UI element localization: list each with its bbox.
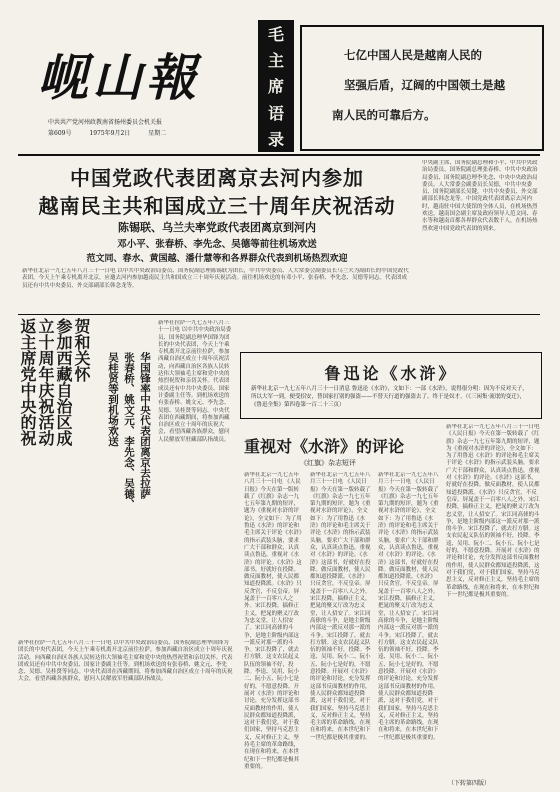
lead-story-body: 新华社北京一九七五年八月三十一日电 以中共中央政治局委员、国务院副总理陈锡联为团长，中共中央委员、人大常委会副委员长乌兰夫为副团长的中国党政代表团，今天上午乘专机离开北京，应邀去河内参加越南民主共和国成立三十周年庆祝活动。前往机场欢送的有邓小平、张春桥、李先念、吴德等同志。代表团成员还有中共中央委员、外交部副部长韩念龙等。 xyxy=(22,268,409,289)
lead-headline-2: 越南民主共和国成立三十周年庆祝活动 xyxy=(38,194,396,218)
issue-number: 第609号 xyxy=(48,130,72,137)
quotation-label-char: 毛 xyxy=(267,24,284,44)
issue-date: 1975年9月2日 xyxy=(89,130,131,137)
continuation-note: （下转第四版） xyxy=(448,780,491,787)
quotation-line: 七亿中国人民是越南人民的 xyxy=(344,48,482,62)
tibet-subheadline-col: 吴桂贤等到机场欢送 xyxy=(107,352,119,447)
publisher-line: 中共共产党河州政教南省扬州委员会机关报 xyxy=(48,119,163,126)
quotation-label-char: 录 xyxy=(267,130,284,150)
commentary-author: 《红旗》杂志短评 xyxy=(300,459,356,467)
section-rule xyxy=(18,314,540,315)
quotation-label-char: 席 xyxy=(267,77,284,97)
commentary-body-col-4: 新华社北京一九七五年八月三十一日电 《人民日报》今天在第一版转载了《红旗》杂志一九七五年第九期的短评，题为《重视对水浒的评论》，全文如下：为了用鲁迅《水浒》的评论和毛主席关于评论《水浒》的指示武装头脑，要求广大干部和群众，认真读点鲁迅，重视对《水浒》的评论。《水浒》这部书，好就好在投降。做反面教材，使人民都知道投降派。《水浒》只反贪官，不反皇帝。屏晁盖于一百零八人之外。宋江投降，搞修正主义，把晁的聚义厅改为忠义堂，让人招安了。宋江同高俅的斗争，是地主阶级内部这一派反对那一派的斗争。宋江投降了，就去打方腊。这支农民起义队伍的领袖不好，投降。李逵、吴用、阮小二、阮小五、阮小七是好的，不愿意投降。开展对《水浒》的评论和讨论，充分发挥这部书反面教材的作用，使人民群众都知道投降派，这对于我们党，对于我们国家，坚持马克思主义，反对修正主义，坚持毛主席的革命路线，在现在和将来，在本世纪和下一世纪都是极其重要的。 xyxy=(446,424,540,598)
lead-headline-1: 中国党政代表团离京去河内参加 xyxy=(70,166,364,190)
commentary-body-col-1: 新华社北京一九七五年八月三十一日电 《人民日报》今天在第一版转载了《红旗》杂志一九七五年第九期的短评，题为《重视对水浒的评论》，全文如下：为了用鲁迅《水浒》的评论和毛主席关于评论《水浒》的指示武装头脑，要求广大干部和群众，认真读点鲁迅，重视对《水浒》的评论。《水浒》这部书，好就好在投降。做反面教材，使人民都知道投降派。《水浒》只反贪官，不反皇帝。屏晁盖于一百零八人之外。宋江投降，搞修正主义，把晁的聚义厅改为忠义堂，让人招安了。宋江同高俅的斗争，是地主阶级内部这一派反对那一派的斗争。宋江投降了，就去打方腊。这支农民起义队伍的领袖不好，投降。李逵、吴用、阮小二、阮小五、阮小七是好的，不愿意投降。开展对《水浒》的评论和讨论，充分发挥这部书反面教材的作用，使人民群众都知道投降派，这对于我们党，对于我们国家，坚持马克思主义，反对修正主义，坚持毛主席的革命路线，在现在和将来，在本世纪和下一世纪都是极其重要的。 xyxy=(244,472,302,770)
commentary-body-col-2: 新华社北京一九七五年八月三十一日电 《人民日报》今天在第一版转载了《红旗》杂志一九七五年第九期的短评，题为《重视对水浒的评论》，全文如下：为了用鲁迅《水浒》的评论和毛主席关于评论《水浒》的指示武装头脑，要求广大干部和群众，认真读点鲁迅，重视对《水浒》的评论。《水浒》这部书，好就好在投降。做反面教材，使人民都知道投降派。《水浒》只反贪官，不反皇帝。屏晁盖于一百零八人之外。宋江投降，搞修正主义，把晁的聚义厅改为忠义堂，让人招安了。宋江同高俅的斗争，是地主阶级内部这一派反对那一派的斗争。宋江投降了，就去打方腊。这支农民起义队伍的领袖不好，投降。李逵、吴用、阮小二、阮小五、阮小七是好的，不愿意投降。开展对《水浒》的评论和讨论，充分发挥这部书反面教材的作用，使人民群众都知道投降派，这对于我们党，对于我们国家，坚持马克思主义，反对修正主义，坚持毛主席的革命路线，在现在和将来，在本世纪和下一世纪都是极其重要的。 xyxy=(310,472,371,741)
luxun-quote-box xyxy=(240,352,542,419)
quotation-line: 坚强后盾，辽阔的中国领土是越 xyxy=(344,78,505,92)
tibet-headline-col: 贺和关怀 xyxy=(72,318,91,382)
commentary-body-col-3: 新华社北京一九七五年八月三十一日电 《人民日报》今天在第一版转载了《红旗》杂志一九七五年第九期的短评，题为《重视对水浒的评论》，全文如下：为了用鲁迅《水浒》的评论和毛主席关于评论《水浒》的指示武装头脑，要求广大干部和群众，认真读点鲁迅，重视对《水浒》的评论。《水浒》这部书，好就好在投降。做反面教材，使人民都知道投降派。《水浒》只反贪官，不反皇帝。屏晁盖于一百零八人之外。宋江投降，搞修正主义，把晁的聚义厅改为忠义堂，让人招安了。宋江同高俅的斗争，是地主阶级内部这一派反对那一派的斗争。宋江投降了，就去打方腊。这支农民起义队伍的领袖不好，投降。李逵、吴用、阮小二、阮小五、阮小七是好的，不愿意投降。开展对《水浒》的评论和讨论，充分发挥这部书反面教材的作用，使人民群众都知道投降派，这对于我们党，对于我们国家，坚持马克思主义，反对修正主义，坚持毛主席的革命路线，在现在和将来，在本世纪和下一世纪都是极其重要的。 xyxy=(378,472,439,741)
issue-weekday: 星期二 xyxy=(148,130,167,137)
tibet-subheadline-col: 张春桥、姚文元、李先念、吴德、 xyxy=(123,352,135,510)
tibet-headline-col: 参加西藏自治区成 xyxy=(54,318,73,446)
luxun-title: 鲁迅论《水浒》 xyxy=(324,364,458,383)
tibet-subheadline-col: 华国锋率中央代表团离京去拉萨 xyxy=(139,352,151,499)
newspaper-title: 岘山報 xyxy=(38,48,200,107)
luxun-text: 新华社北京一九七五年八月三十一日消息 鲁迅论《水浒》，文如下：一部《水浒》，说得很分明：因为不反对天子，所以大军一到，便受招安，替国家打别的强盗——不替天行道的强盗去了。终于是奴才。（《三闲集·流氓的变迁》，《鲁迅全集》第四卷第一百二十三页） xyxy=(251,386,528,408)
right-column-body: 中央副主席、国务院副总理和小平、中共中央政治局委员、国务院副总理张春桥、中共中央政治局委员、国务院副总理李先念、中央中央政治局委员、人大常委会副委员长吴德，中共中央委员、国务院副部长吴键，中共中央委员、外交部副部长韩念龙等。中国党政代表团离京去河内时，越南驻中国大使馆的全体人员，在机场热烈欢送。越南国会副主席及政府领导人范文同、春水等和越南首都各界群众代表数千人，在机场热烈欢迎中国党政代表团的到来。 xyxy=(422,160,538,232)
lead-subheadline-1: 陈锡联、乌兰夫率党政代表团离京到河内 xyxy=(118,221,316,234)
quotation-line: 南人民的可靠后方。 xyxy=(332,108,436,122)
tibet-story-body: 新华社拉萨一九七五年八月三十一日电 以中共中央政治局委员、国务院副总理华国锋为团长的中央代表团，今天上午乘专机离开北京前往拉萨，参加西藏自治区成立十周年庆祝活动，向西藏自治区各族人民转达伟大领袖毛主席和党中央的热烈祝贺和亲切关怀。代表团成员还有中共中央委员、国家计委副主任等。到机场欢送的有张春桥、姚文元、李先念、吴德、吴桂贤等同志。中央代表团在西藏期间，将参加西藏自治区成立十周年的庆祝大会，看望西藏各族群众，慰问人民解放军驻藏部队指战员。 xyxy=(158,320,232,443)
quotation-label-char: 语 xyxy=(267,103,284,123)
tibet-headline-col: 返主席党中央的祝 xyxy=(18,318,37,446)
quotation-label xyxy=(258,20,294,152)
masthead xyxy=(18,22,218,142)
issue-info xyxy=(48,128,182,137)
tibet-headline-col: 立十周年庆祝活动 xyxy=(36,318,55,446)
commentary-title: 重视对《水浒》的评论 xyxy=(244,437,405,456)
tibet-story-body-continued: 新华社拉萨一九七五年八月三十一日电 以中共中央政治局委员、国务院副总理华国锋为团长的中央代表团，今天上午乘专机离开北京前往拉萨，参加西藏自治区成立十周年庆祝活动，向西藏自治区各族人民转达伟大领袖毛主席和党中央的热烈祝贺和亲切关怀。代表团成员还有中共中央委员、国家计委副主任等。到机场欢送的有张春桥、姚文元、李先念、吴德、吴桂贤等同志。中央代表团在西藏期间，将参加西藏自治区成立十周年的庆祝大会，看望西藏各族群众，慰问人民解放军驻藏部队指战员。 xyxy=(18,640,233,683)
masthead-rule xyxy=(18,154,540,156)
quotation-box xyxy=(300,25,544,151)
lead-subheadline-3: 范文同、春水、黄国越、潘什慧等和各界群众代表到机场热烈欢迎 xyxy=(86,254,348,264)
lead-subheadline-2: 邓小平、张春桥、李先念、吴德等前往机场欢送 xyxy=(117,239,317,250)
quotation-label-char: 主 xyxy=(267,51,284,71)
